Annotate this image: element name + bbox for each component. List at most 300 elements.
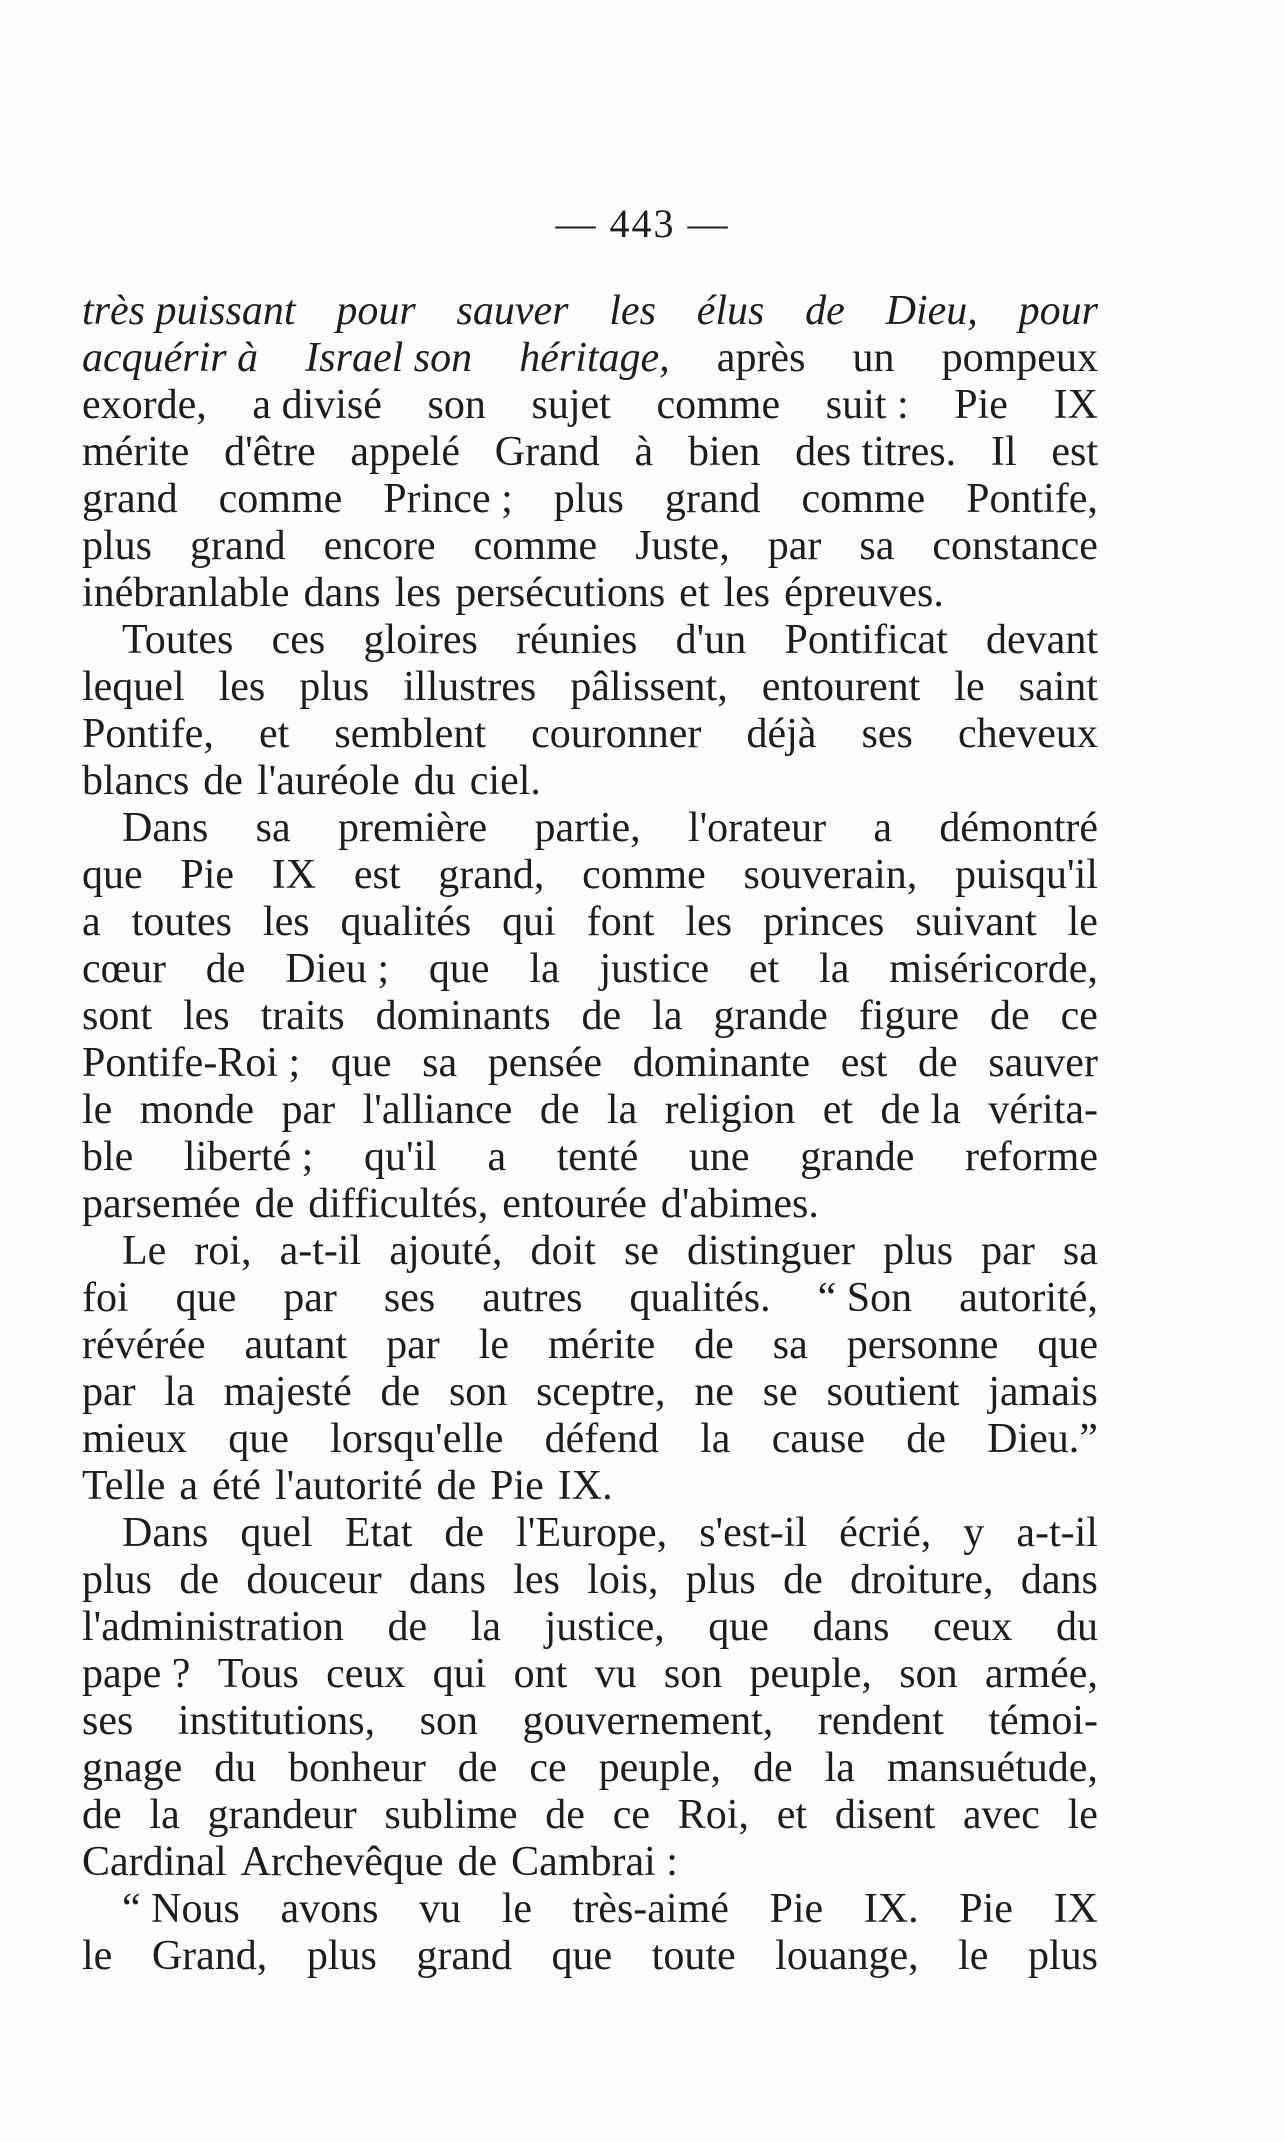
word: la: [652, 993, 683, 1039]
word: témoi-: [988, 1698, 1098, 1744]
word: Roi,: [677, 1792, 749, 1838]
word: de: [457, 1839, 498, 1885]
word: ses: [82, 1698, 134, 1744]
word: Israel son: [305, 335, 473, 381]
word: lorsqu'elle: [330, 1416, 504, 1462]
word: pape ?: [82, 1651, 191, 1697]
text-line: [82, 1181, 1098, 1228]
word: autant: [244, 1322, 348, 1368]
word: la: [529, 946, 560, 992]
word: entourée: [502, 1181, 647, 1227]
word: cœur: [82, 946, 166, 992]
word: Dieu.”: [987, 1416, 1098, 1462]
word: sujet: [531, 382, 611, 428]
word: Le: [122, 1228, 167, 1274]
word: Prince ;: [383, 476, 513, 522]
word: IX: [1053, 1886, 1098, 1932]
word: héritage,: [519, 335, 670, 381]
word: Grand,: [151, 1933, 268, 1979]
word: “ Son: [817, 1275, 913, 1321]
word: reforme: [965, 1134, 1098, 1180]
word: les: [218, 664, 266, 710]
word: très-aimé: [572, 1886, 729, 1932]
word: de: [387, 1604, 428, 1650]
word: suivant: [915, 899, 1037, 945]
word: son: [663, 1651, 723, 1697]
word: sont: [82, 993, 153, 1039]
word: la: [700, 1416, 731, 1462]
word: liberté ;: [183, 1134, 314, 1180]
word: pâlissent,: [570, 664, 728, 710]
text-line: [82, 523, 1098, 570]
word: son: [899, 1651, 958, 1697]
word: de: [581, 993, 622, 1039]
text-line: [82, 1510, 1098, 1557]
word: mérite: [82, 429, 190, 475]
text-line: [82, 1416, 1098, 1463]
word: puisqu'il: [955, 852, 1098, 898]
word: grande: [713, 993, 828, 1039]
page-number: — 443 —: [555, 201, 730, 246]
word: le: [478, 1322, 509, 1368]
word: de: [380, 1369, 421, 1415]
word: princes: [763, 899, 885, 945]
word: est: [840, 1040, 888, 1086]
word: Dieu ;: [285, 946, 390, 992]
word: sa: [422, 1040, 458, 1086]
word: de: [444, 1510, 485, 1556]
word: autres: [482, 1275, 583, 1321]
word: du: [1055, 1604, 1098, 1650]
text-line: [82, 335, 1098, 382]
word: grand: [82, 476, 178, 522]
word: partie,: [534, 805, 641, 851]
word: de: [989, 993, 1030, 1039]
text-line: [82, 570, 1098, 617]
word: parsemée: [82, 1181, 241, 1227]
word: de: [82, 1792, 122, 1838]
word: se: [623, 1228, 659, 1274]
word: du: [214, 1745, 257, 1791]
word: dans: [408, 1557, 486, 1603]
word: de: [783, 1557, 823, 1603]
word: de: [179, 1557, 219, 1603]
word: peuple,: [749, 1651, 872, 1697]
word: le: [954, 664, 985, 710]
word: le: [82, 1087, 113, 1133]
text-line: [82, 852, 1098, 899]
word: inébranlable: [82, 570, 290, 616]
word: grand,: [438, 852, 545, 898]
word: dans: [812, 1604, 890, 1650]
word: des titres.: [795, 429, 957, 475]
word: traits: [260, 993, 345, 1039]
word: comme: [582, 852, 706, 898]
text-line: [82, 946, 1098, 993]
word: Grand: [494, 429, 600, 475]
word: mieux: [82, 1416, 187, 1462]
word: sa: [859, 523, 895, 569]
word: ce: [529, 1745, 567, 1791]
word: sa: [1062, 1228, 1098, 1274]
word: l'Europe,: [516, 1510, 668, 1556]
word: les: [262, 899, 310, 945]
word: révérée: [82, 1322, 206, 1368]
word: les: [609, 288, 656, 334]
word: première: [337, 805, 488, 851]
word: Dans: [122, 1510, 209, 1556]
word: ses: [861, 711, 913, 757]
word: que: [708, 1604, 769, 1650]
word: peuple,: [598, 1745, 722, 1791]
word: son: [427, 382, 486, 428]
word: de: [906, 1416, 946, 1462]
word: Pontife-Roi ;: [82, 1040, 301, 1086]
word: gouvernement,: [522, 1698, 774, 1744]
word: ses: [383, 1275, 436, 1321]
word: pour: [336, 288, 416, 334]
word: qualités.: [629, 1275, 771, 1321]
word: les: [723, 570, 771, 616]
word: une: [688, 1134, 750, 1180]
word: miséricorde,: [889, 946, 1098, 992]
word: distinguer: [687, 1228, 855, 1274]
word: de: [436, 1463, 477, 1509]
word: défend: [544, 1416, 659, 1462]
word: dominants: [375, 993, 551, 1039]
word: dans: [1020, 1557, 1098, 1603]
word: suit :: [825, 382, 909, 428]
word: de: [918, 1040, 958, 1086]
word: de: [694, 1322, 734, 1368]
word: institutions,: [177, 1698, 376, 1744]
word: par: [767, 523, 822, 569]
word: Pie: [954, 382, 1008, 428]
text-line: [82, 1651, 1098, 1698]
word: les: [182, 993, 230, 1039]
word: le: [958, 1933, 989, 1979]
word: les: [685, 899, 733, 945]
word: ne: [694, 1369, 734, 1415]
word: grand: [664, 476, 761, 522]
word: autorité,: [959, 1275, 1098, 1321]
word: semblent: [334, 711, 486, 757]
word: “ Nous: [122, 1886, 240, 1932]
word: par: [386, 1322, 440, 1368]
word: que: [175, 1275, 237, 1321]
word: comme: [473, 523, 598, 569]
body-text: [82, 288, 1098, 1980]
word: Toutes: [122, 617, 234, 663]
word: jamais: [988, 1369, 1098, 1415]
word: la: [470, 1604, 501, 1650]
word: cause: [771, 1416, 865, 1462]
word: Pie: [180, 852, 235, 898]
word: la: [149, 1792, 180, 1838]
word: douceur: [246, 1557, 382, 1603]
word: IX.: [557, 1463, 613, 1509]
word: Cambrai :: [511, 1839, 678, 1885]
word: persécutions: [455, 570, 666, 616]
word: et: [258, 711, 290, 757]
word: qui: [432, 1651, 487, 1697]
word: exorde,: [82, 382, 207, 428]
word: de la: [880, 1087, 961, 1133]
word: Dieu,: [885, 288, 978, 334]
word: le: [501, 1886, 533, 1932]
word: de: [752, 1745, 793, 1791]
word: l'auréole: [256, 758, 400, 804]
word: sauver: [456, 288, 569, 334]
word: plus: [685, 1557, 756, 1603]
word: déjà: [746, 711, 817, 757]
word: grand: [416, 1933, 512, 1979]
word: mansuétude,: [886, 1745, 1098, 1791]
word: son: [448, 1369, 508, 1415]
text-line: [82, 664, 1098, 711]
word: pompeux: [941, 335, 1098, 381]
word: par: [981, 1228, 1035, 1274]
word: avec: [962, 1792, 1040, 1838]
word: démontré: [939, 805, 1098, 851]
word: difficultés,: [308, 1181, 489, 1227]
word: de: [805, 288, 845, 334]
word: est: [353, 852, 401, 898]
word: la: [824, 1745, 855, 1791]
word: plus: [883, 1228, 954, 1274]
word: épreuves.: [784, 570, 944, 616]
word: et: [748, 946, 780, 992]
word: l'alliance: [362, 1087, 513, 1133]
word: le: [82, 1933, 113, 1979]
word: Dans: [122, 805, 209, 851]
word: gnage: [82, 1745, 183, 1791]
text-line: [82, 382, 1098, 429]
text-line: [82, 1040, 1098, 1087]
word: grandeur: [207, 1792, 357, 1838]
word: droiture,: [850, 1557, 994, 1603]
word: toutes: [131, 899, 232, 945]
word: la: [606, 1087, 638, 1133]
word: les: [394, 570, 442, 616]
word: comme: [801, 476, 926, 522]
text-line: [82, 1134, 1098, 1181]
word: qualités: [340, 899, 472, 945]
word: foi: [82, 1275, 129, 1321]
word: plus: [553, 476, 624, 522]
word: vérita-: [988, 1087, 1098, 1133]
word: son: [419, 1698, 478, 1744]
word: ont: [513, 1651, 568, 1697]
word: Il: [990, 429, 1017, 475]
word: par: [281, 1087, 336, 1133]
word: d'un: [675, 617, 747, 663]
word: louange,: [775, 1933, 919, 1979]
word: est: [1051, 429, 1098, 475]
word: plus: [299, 664, 370, 710]
text-line: [82, 758, 1098, 805]
word: que: [551, 1933, 613, 1979]
word: figure: [858, 993, 959, 1039]
word: dans: [303, 570, 381, 616]
word: personne: [846, 1322, 999, 1368]
word: encore: [323, 523, 436, 569]
word: l'orateur: [687, 805, 827, 851]
word: ceux: [933, 1604, 1013, 1650]
word: par: [283, 1275, 337, 1321]
word: comme: [656, 382, 781, 428]
word: Telle: [82, 1463, 166, 1509]
text-line: [82, 1228, 1098, 1275]
word: devant: [986, 617, 1098, 663]
word: qui: [502, 899, 556, 945]
text-line: [82, 1839, 1098, 1886]
text-line: [82, 711, 1098, 758]
text-line: [82, 1698, 1098, 1745]
word: majesté: [223, 1369, 352, 1415]
word: Cardinal: [82, 1839, 227, 1885]
word: dominante: [632, 1040, 811, 1086]
word: le: [1067, 1792, 1098, 1838]
word: pensée: [487, 1040, 603, 1086]
word: gloires: [363, 617, 478, 663]
word: rendent: [817, 1698, 944, 1744]
word: mérite: [547, 1322, 656, 1368]
word: a: [873, 805, 893, 851]
text-line: [82, 1463, 1098, 1510]
word: soutient: [826, 1369, 960, 1415]
text-line: [82, 1604, 1098, 1651]
word: que: [228, 1416, 289, 1462]
word: monde: [139, 1087, 255, 1133]
word: saint: [1018, 664, 1098, 710]
text-line: [82, 1933, 1098, 1980]
word: ajouté,: [389, 1228, 503, 1274]
word: se: [762, 1369, 798, 1415]
word: disent: [834, 1792, 936, 1838]
word: cheveux: [958, 711, 1098, 757]
word: sceptre,: [536, 1369, 666, 1415]
word: du: [413, 758, 456, 804]
word: l'administration: [82, 1604, 344, 1650]
word: Tous: [217, 1651, 299, 1697]
word: que: [428, 946, 490, 992]
word: de: [545, 1792, 585, 1838]
word: Pontife,: [82, 711, 214, 757]
word: Pie: [959, 1886, 1013, 1932]
word: de: [203, 758, 243, 804]
word: sa: [255, 805, 291, 851]
word: comme: [218, 476, 343, 522]
word: ce: [612, 1792, 651, 1838]
text-line: [82, 1322, 1098, 1369]
word: acquérir à: [82, 335, 259, 381]
word: à: [634, 429, 654, 475]
text-line: [82, 429, 1098, 476]
word: plus: [306, 1933, 377, 1979]
word: doit: [530, 1228, 596, 1274]
word: plus: [1027, 1933, 1098, 1979]
word: les: [513, 1557, 560, 1603]
word: lois,: [587, 1557, 659, 1603]
word: y: [963, 1510, 985, 1556]
word: par: [82, 1369, 136, 1415]
word: a-t-il: [279, 1228, 362, 1274]
word: que: [82, 852, 143, 898]
word: avons: [280, 1886, 379, 1932]
word: Etat: [344, 1510, 413, 1556]
word: a: [82, 899, 101, 945]
word: Pontificat: [784, 617, 948, 663]
word: et: [679, 570, 710, 616]
word: couronner: [531, 711, 702, 757]
word: élus: [696, 288, 765, 334]
word: grand: [190, 523, 286, 569]
word: justice: [599, 946, 710, 992]
word: a: [179, 1463, 198, 1509]
word: Pie: [769, 1886, 824, 1932]
word: d'abimes.: [660, 1181, 819, 1227]
word: sublime: [384, 1792, 518, 1838]
word: IX: [271, 852, 317, 898]
word: toute: [651, 1933, 736, 1979]
word: de: [539, 1087, 580, 1133]
word: armée,: [984, 1651, 1098, 1697]
word: écrié,: [839, 1510, 932, 1556]
word: quel: [240, 1510, 313, 1556]
word: tenté: [556, 1134, 639, 1180]
text-line: [82, 1087, 1098, 1134]
text-line: [82, 1557, 1098, 1604]
word: constance: [932, 523, 1098, 569]
word: entourent: [761, 664, 921, 710]
word: bien: [688, 429, 761, 475]
word: a: [487, 1134, 507, 1180]
word: de: [254, 1181, 295, 1227]
word: que: [1037, 1322, 1098, 1368]
word: de: [205, 946, 246, 992]
word: la: [819, 946, 850, 992]
word: d'être: [224, 429, 316, 475]
word: ciel.: [469, 758, 541, 804]
word: bonheur: [288, 1745, 426, 1791]
word: de: [457, 1745, 498, 1791]
word: ceux: [326, 1651, 406, 1697]
word: été: [212, 1463, 261, 1509]
word: très puissant: [82, 288, 296, 334]
text-line: [82, 805, 1098, 852]
word: IX.: [863, 1886, 919, 1932]
word: et: [822, 1087, 854, 1133]
word: religion: [664, 1087, 796, 1133]
word: lequel: [82, 664, 185, 710]
word: roi,: [194, 1228, 252, 1274]
text-line: [82, 476, 1098, 523]
word: réunies: [516, 617, 638, 663]
word: et: [776, 1792, 808, 1838]
word: appelé: [350, 429, 460, 475]
text-line: [82, 899, 1098, 946]
word: grande: [800, 1134, 915, 1180]
word: vu: [594, 1651, 637, 1697]
text-line: [82, 1745, 1098, 1792]
word: font: [586, 899, 655, 945]
word: Pontife,: [966, 476, 1098, 522]
text-line: [82, 1275, 1098, 1322]
word: Juste,: [635, 523, 730, 569]
word: Pie: [490, 1463, 544, 1509]
word: ces: [271, 617, 326, 663]
